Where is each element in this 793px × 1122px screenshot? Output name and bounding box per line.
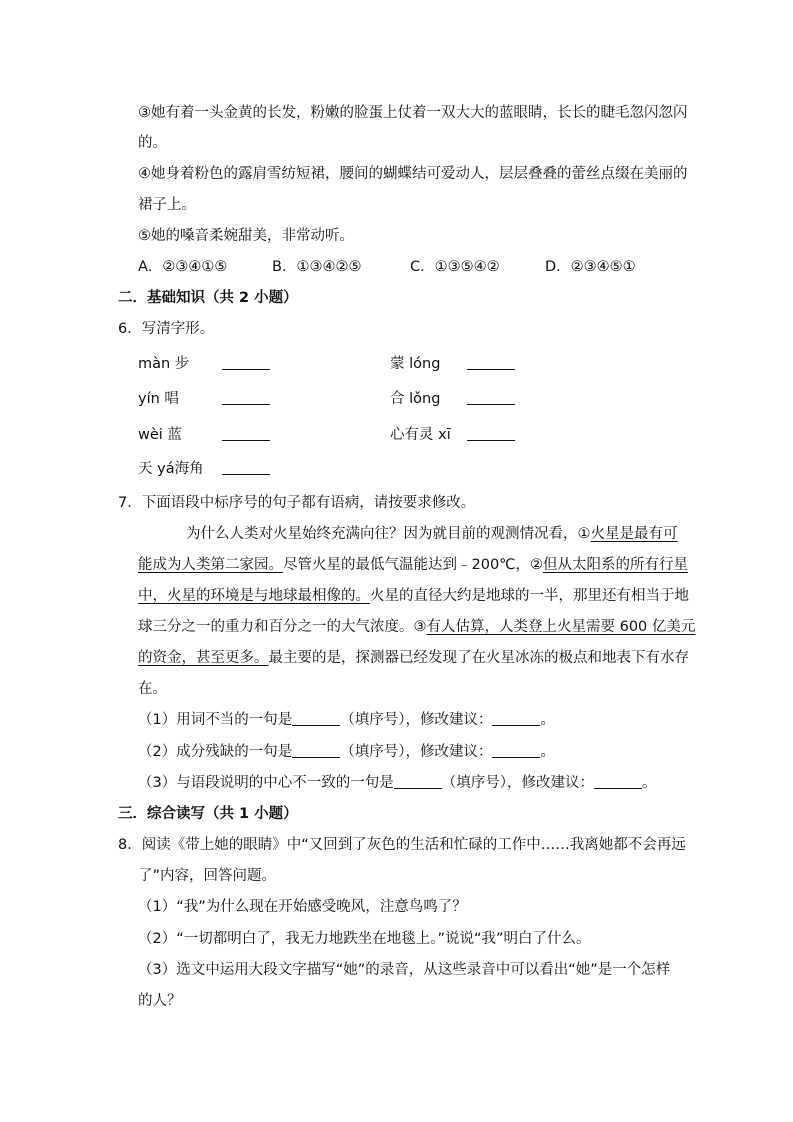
- q7-passage-line2: 能成为人类第二家园。尽管火星的最低气温能达到﹣200℃，②但从太阳系的所有行星: [138, 557, 688, 573]
- answer-blank[interactable]: [594, 774, 642, 789]
- option-b[interactable]: B．①③④②⑤: [272, 259, 362, 275]
- answer-blank[interactable]: [222, 355, 270, 370]
- q5-item4-line1: ④她身着粉色的露肩雪纺短裙，腰间的蝴蝶结可爱动人，层层叠叠的蕾丝点缀在美丽的: [138, 166, 688, 182]
- option-a[interactable]: A．②③④①⑤: [138, 259, 228, 275]
- answer-blank[interactable]: [467, 426, 515, 441]
- q6-stem: 6．写清字形。: [118, 321, 215, 337]
- q5-options: [138, 257, 636, 277]
- answer-blank[interactable]: [492, 711, 540, 726]
- q8-stem-line1: 8．阅读《带上她的眼睛》中“又回到了灰色的生活和忙碌的工作中……我离她都不会再远: [118, 837, 686, 853]
- q8-sub2: （2）“一切都明白了，我无力地跌坐在地毯上。”说说“我”明白了什么。: [138, 931, 591, 947]
- answer-blank[interactable]: [467, 390, 515, 405]
- q5-item4-line2: 裙子上。: [138, 197, 196, 213]
- q7-stem: 7．下面语段中标序号的句子都有语病，请按要求修改。: [118, 495, 476, 511]
- q7-sub3: （3）与语段说明的中心不一致的一句是 （填序号），修改建议： 。: [138, 775, 657, 791]
- q8-stem-line2: 了”内容，回答问题。: [138, 868, 277, 884]
- q6-item-6: 心有灵 xī: [390, 425, 515, 445]
- q6-item-4: 合 lǒng: [390, 389, 515, 409]
- q7-passage-line5: 的资金，甚至更多。最主要的是，探测器已经发现了在火星冰冻的极点和地表下有水存: [138, 650, 689, 666]
- q7-passage-line6: 在。: [138, 681, 167, 697]
- q5-item3-line1: ③她有着一头金黄的长发，粉嫩的脸蛋上仗着一双大大的蓝眼睛，长长的睫毛忽闪忽闪: [138, 105, 688, 121]
- answer-blank[interactable]: [492, 743, 540, 758]
- section2-heading: 二．基础知识（共 2 小题）: [118, 290, 298, 306]
- answer-blank[interactable]: [292, 743, 340, 758]
- q5-item3-line2: 的。: [138, 135, 167, 151]
- answer-blank[interactable]: [222, 390, 270, 405]
- q8-sub3-line2: 的人？: [138, 993, 182, 1009]
- q7-passage-line1: 为什么人类对火星始终充满向往？因为就目前的观测情况看，①火星是最有可: [186, 526, 678, 542]
- q6-item-5: wèi 蓝: [138, 425, 270, 445]
- q6-item-3: yín 唱: [138, 389, 270, 409]
- answer-blank[interactable]: [292, 711, 340, 726]
- option-d[interactable]: D．②③④⑤①: [545, 259, 636, 275]
- q8-sub3-line1: （3）选文中运用大段文字描写“她”的录音，从这些录音中可以看出“她”是一个怎样: [138, 962, 671, 978]
- option-c[interactable]: C．①③⑤④②: [410, 259, 500, 275]
- section3-heading: 三．综合读写（共 1 小题）: [118, 806, 298, 822]
- q5-item5: ⑤她的嗓音柔婉甜美，非常动听。: [138, 228, 354, 244]
- answer-blank[interactable]: [467, 355, 515, 370]
- q8-sub1: （1）“我”为什么现在开始感受晚风，注意鸟鸣了？: [138, 899, 467, 915]
- q6-item-1: màn 步: [138, 354, 270, 374]
- answer-blank[interactable]: [222, 460, 270, 475]
- q6-item-2: 蒙 lóng: [390, 354, 515, 374]
- q6-item-7: 天 yá海角: [138, 459, 270, 479]
- answer-blank[interactable]: [394, 774, 442, 789]
- q7-sub1: （1）用词不当的一句是 （填序号），修改建议： 。: [138, 712, 555, 728]
- q7-sub2: （2）成分残缺的一句是 （填序号），修改建议： 。: [138, 744, 555, 760]
- answer-blank[interactable]: [222, 426, 270, 441]
- q7-passage-line3: 中，火星的环境是与地球最相像的。火星的直径大约是地球的一半，那里还有相当于地: [138, 588, 689, 604]
- q7-passage-line4: 球三分之一的重力和百分之一的大气浓度。③有人估算，人类登上火星需要 600 亿美元: [138, 619, 696, 635]
